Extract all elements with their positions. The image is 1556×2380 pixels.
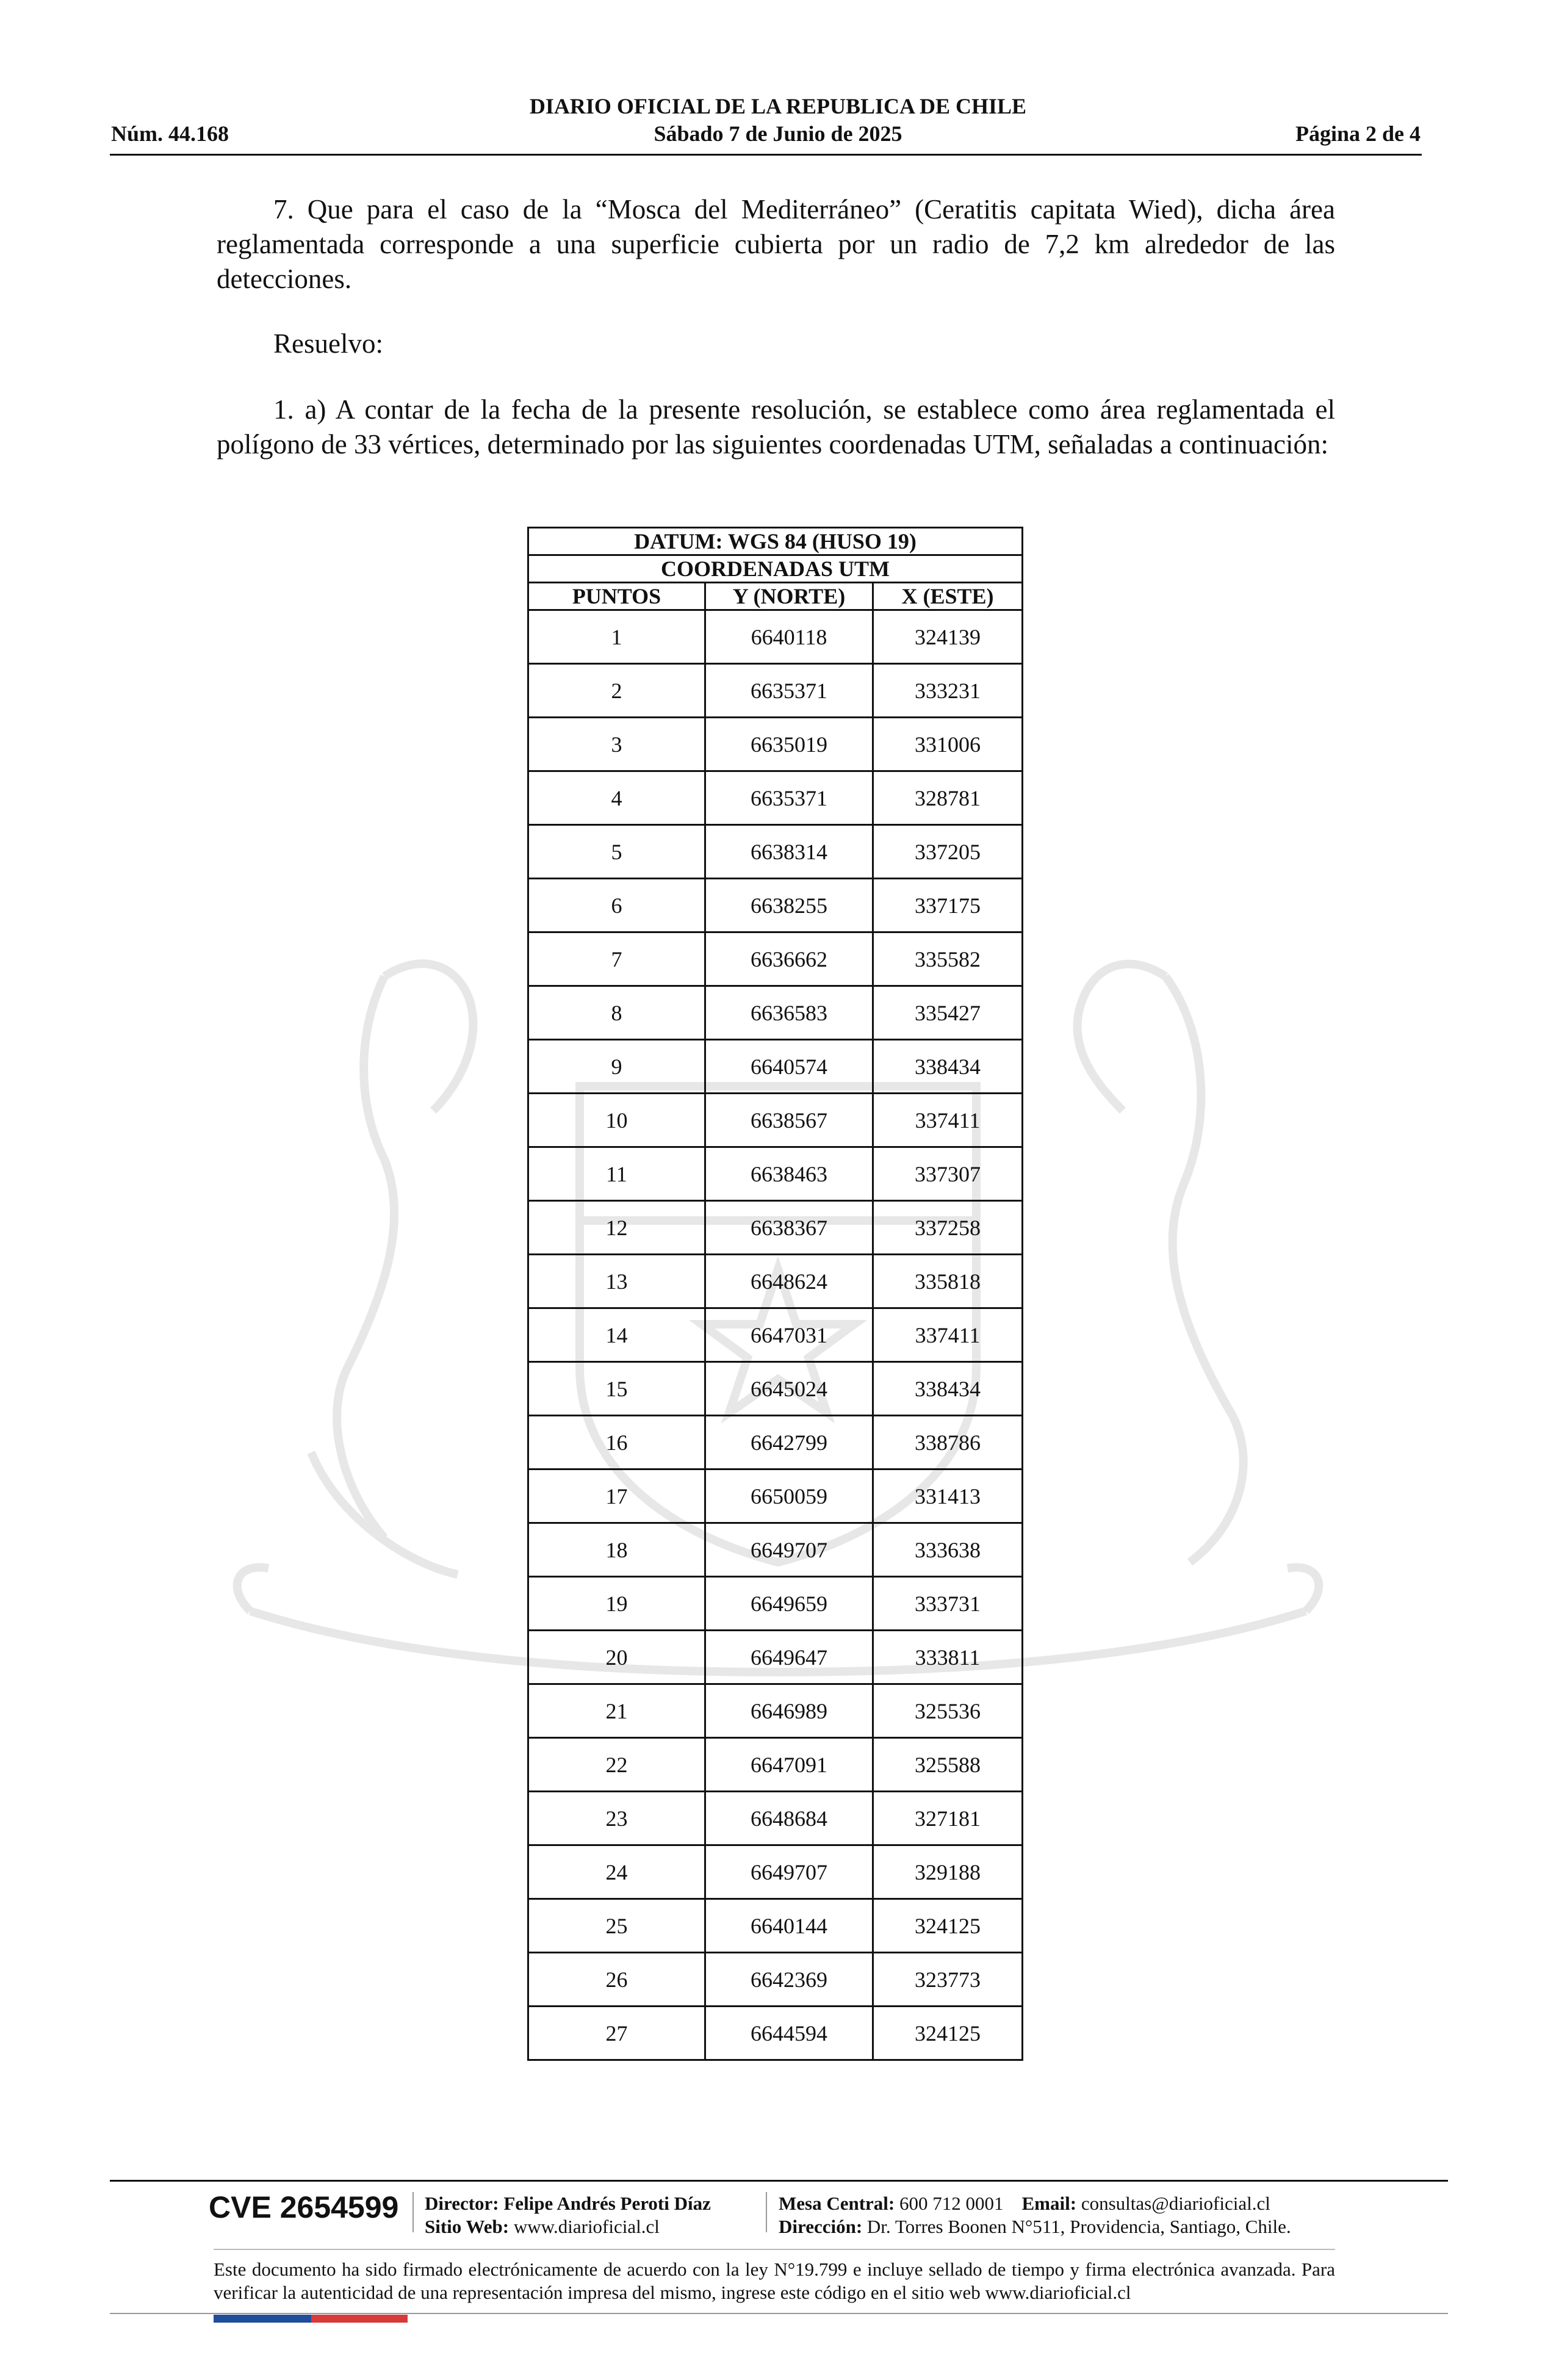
y-norte-value: 6644594 xyxy=(705,2007,873,2060)
x-este-value: 324139 xyxy=(873,610,1023,664)
x-este-value: 331006 xyxy=(873,718,1023,771)
y-norte-value: 6640118 xyxy=(705,610,873,664)
address-value: Dr. Torres Boonen N°511, Providencia, Santiago, Chile. xyxy=(866,2216,1291,2237)
table-row xyxy=(528,1469,1023,1523)
table-row xyxy=(528,1845,1023,1899)
y-norte-value: 6642369 xyxy=(705,1953,873,2007)
paragraph-7-text: 7. Que para el caso de la “Mosca del Mediterráneo” (Ceratitis capitata Wied), dicha área reglamentada corresponde a una superficie cubierta por un radio de 7,2 km alrededor de las detecciones. xyxy=(217,194,1335,294)
issue-number: Núm. 44.168 xyxy=(111,121,229,146)
flag-stripe-blue xyxy=(214,2315,311,2323)
y-norte-value: 6640144 xyxy=(705,1899,873,1953)
website-link[interactable]: www.diarioficial.cl xyxy=(513,2216,660,2237)
table-row xyxy=(528,1631,1023,1684)
y-norte-value: 6636583 xyxy=(705,986,873,1040)
x-este-value: 333811 xyxy=(873,1631,1023,1684)
x-este-value: 324125 xyxy=(873,2007,1023,2060)
y-norte-value: 6638567 xyxy=(705,1094,873,1147)
table-row xyxy=(528,1308,1023,1362)
footer-director-block xyxy=(425,2192,711,2238)
table-row xyxy=(528,1899,1023,1953)
column-header-norte: Y (NORTE) xyxy=(705,583,873,610)
point-number: 17 xyxy=(528,1469,705,1523)
x-este-value: 323773 xyxy=(873,1953,1023,2007)
table-row xyxy=(528,879,1023,932)
y-norte-value: 6649647 xyxy=(705,1631,873,1684)
y-norte-value: 6635371 xyxy=(705,771,873,825)
point-number: 7 xyxy=(528,932,705,986)
newspaper-title: DIARIO OFICIAL DE LA REPUBLICA DE CHILE xyxy=(529,94,1027,118)
y-norte-value: 6638314 xyxy=(705,825,873,879)
address-label: Dirección: xyxy=(779,2216,863,2237)
table-row xyxy=(528,1953,1023,2007)
table-row xyxy=(528,986,1023,1040)
cve-code: CVE 2654599 xyxy=(209,2190,399,2224)
page-number: Página 2 de 4 xyxy=(1295,121,1421,146)
x-este-value: 337411 xyxy=(873,1094,1023,1147)
x-este-value: 338786 xyxy=(873,1416,1023,1469)
x-este-value: 333231 xyxy=(873,664,1023,718)
website-label: Sitio Web: xyxy=(425,2216,510,2237)
x-este-value: 337411 xyxy=(873,1308,1023,1362)
y-norte-value: 6638255 xyxy=(705,879,873,932)
y-norte-value: 6648684 xyxy=(705,1792,873,1845)
point-number: 27 xyxy=(528,2007,705,2060)
column-header-este: X (ESTE) xyxy=(873,583,1023,610)
point-number: 26 xyxy=(528,1953,705,2007)
y-norte-value: 6649707 xyxy=(705,1523,873,1577)
contact-line xyxy=(779,2192,1291,2215)
paragraph-7 xyxy=(217,192,1335,297)
table-row xyxy=(528,1792,1023,1845)
coordinates-title: COORDENADAS UTM xyxy=(528,555,1023,583)
y-norte-value: 6638463 xyxy=(705,1147,873,1201)
table-row xyxy=(528,1684,1023,1738)
y-norte-value: 6645024 xyxy=(705,1362,873,1416)
director-line xyxy=(425,2192,711,2215)
table-row xyxy=(528,771,1023,825)
point-number: 2 xyxy=(528,664,705,718)
mesa-central-phone: 600 712 0001 xyxy=(899,2193,1004,2214)
flag-stripe-red xyxy=(311,2315,408,2323)
utm-coordinates-table xyxy=(527,527,1023,2061)
email-label: Email: xyxy=(1021,2193,1077,2214)
point-number: 1 xyxy=(528,610,705,664)
header-divider xyxy=(110,154,1422,156)
x-este-value: 329188 xyxy=(873,1845,1023,1899)
y-norte-value: 6642799 xyxy=(705,1416,873,1469)
y-norte-value: 6640574 xyxy=(705,1040,873,1094)
table-row xyxy=(528,1362,1023,1416)
point-number: 4 xyxy=(528,771,705,825)
y-norte-value: 6646989 xyxy=(705,1684,873,1738)
point-number: 21 xyxy=(528,1684,705,1738)
point-number: 9 xyxy=(528,1040,705,1094)
point-number: 16 xyxy=(528,1416,705,1469)
x-este-value: 325536 xyxy=(873,1684,1023,1738)
website-line xyxy=(425,2215,711,2238)
point-number: 13 xyxy=(528,1255,705,1308)
table-row xyxy=(528,1738,1023,1792)
table-row xyxy=(528,1416,1023,1469)
footer-separator xyxy=(766,2192,767,2232)
x-este-value: 327181 xyxy=(873,1792,1023,1845)
table-row xyxy=(528,1147,1023,1201)
y-norte-value: 6649659 xyxy=(705,1577,873,1631)
table-row xyxy=(528,2007,1023,2060)
point-number: 10 xyxy=(528,1094,705,1147)
table-row xyxy=(528,718,1023,771)
table-row xyxy=(528,664,1023,718)
point-number: 19 xyxy=(528,1577,705,1631)
x-este-value: 335427 xyxy=(873,986,1023,1040)
y-norte-value: 6649707 xyxy=(705,1845,873,1899)
x-este-value: 328781 xyxy=(873,771,1023,825)
point-number: 20 xyxy=(528,1631,705,1684)
y-norte-value: 6635371 xyxy=(705,664,873,718)
x-este-value: 331413 xyxy=(873,1469,1023,1523)
table-row xyxy=(528,932,1023,986)
point-number: 11 xyxy=(528,1147,705,1201)
mesa-central-label: Mesa Central: xyxy=(779,2193,895,2214)
table-row xyxy=(528,1094,1023,1147)
footer-separator xyxy=(412,2192,414,2232)
x-este-value: 338434 xyxy=(873,1362,1023,1416)
x-este-value: 337205 xyxy=(873,825,1023,879)
y-norte-value: 6648624 xyxy=(705,1255,873,1308)
y-norte-value: 6636662 xyxy=(705,932,873,986)
point-number: 5 xyxy=(528,825,705,879)
email-link[interactable]: consultas@diarioficial.cl xyxy=(1081,2193,1270,2214)
y-norte-value: 6647031 xyxy=(705,1308,873,1362)
issue-date: Sábado 7 de Junio de 2025 xyxy=(654,121,902,146)
y-norte-value: 6647091 xyxy=(705,1738,873,1792)
y-norte-value: 6650059 xyxy=(705,1469,873,1523)
x-este-value: 337175 xyxy=(873,879,1023,932)
point-number: 18 xyxy=(528,1523,705,1577)
x-este-value: 335818 xyxy=(873,1255,1023,1308)
point-number: 3 xyxy=(528,718,705,771)
x-este-value: 324125 xyxy=(873,1899,1023,1953)
column-header-puntos: PUNTOS xyxy=(528,583,705,610)
address-line xyxy=(779,2215,1291,2238)
director-label: Director: xyxy=(425,2193,499,2214)
table-row xyxy=(528,825,1023,879)
y-norte-value: 6638367 xyxy=(705,1201,873,1255)
table-row xyxy=(528,1255,1023,1308)
point-number: 22 xyxy=(528,1738,705,1792)
x-este-value: 333638 xyxy=(873,1523,1023,1577)
director-name: Felipe Andrés Peroti Díaz xyxy=(503,2193,711,2214)
datum-header: DATUM: WGS 84 (HUSO 19) xyxy=(528,528,1023,555)
coordinates-table-body xyxy=(528,610,1023,2060)
table-row xyxy=(528,1577,1023,1631)
point-number: 15 xyxy=(528,1362,705,1416)
x-este-value: 335582 xyxy=(873,932,1023,986)
paragraph-1a-text: 1. a) A contar de la fecha de la presente resolución, se establece como área reglamentada el polígono de 33 vértices, determinado por las siguientes coordenadas UTM, señaladas a continuación: xyxy=(217,394,1335,460)
x-este-value: 337258 xyxy=(873,1201,1023,1255)
table-row xyxy=(528,610,1023,664)
x-este-value: 338434 xyxy=(873,1040,1023,1094)
electronic-signature-note: Este documento ha sido firmado electrónicamente de acuerdo con la ley N°19.799 e incluye sellado de tiempo y firma electrónica avanzada. Para verificar la autenticidad de una representación impresa del mismo, ingrese este código en el sitio web www.diarioficial.cl xyxy=(214,2259,1335,2303)
x-este-value: 337307 xyxy=(873,1147,1023,1201)
point-number: 6 xyxy=(528,879,705,932)
point-number: 12 xyxy=(528,1201,705,1255)
y-norte-value: 6635019 xyxy=(705,718,873,771)
table-row xyxy=(528,1523,1023,1577)
footer-thin-divider xyxy=(214,2249,1335,2250)
resuelvo-text: Resuelvo: xyxy=(273,328,383,359)
point-number: 8 xyxy=(528,986,705,1040)
point-number: 14 xyxy=(528,1308,705,1362)
footer-bottom-divider xyxy=(110,2313,1448,2314)
table-row xyxy=(528,1040,1023,1094)
x-este-value: 325588 xyxy=(873,1738,1023,1792)
footer-divider xyxy=(110,2180,1448,2182)
table-row xyxy=(528,1201,1023,1255)
paragraph-1a xyxy=(217,392,1335,462)
resuelvo-heading xyxy=(217,326,1335,361)
footer-contact-block xyxy=(779,2192,1291,2238)
point-number: 25 xyxy=(528,1899,705,1953)
point-number: 24 xyxy=(528,1845,705,1899)
point-number: 23 xyxy=(528,1792,705,1845)
x-este-value: 333731 xyxy=(873,1577,1023,1631)
